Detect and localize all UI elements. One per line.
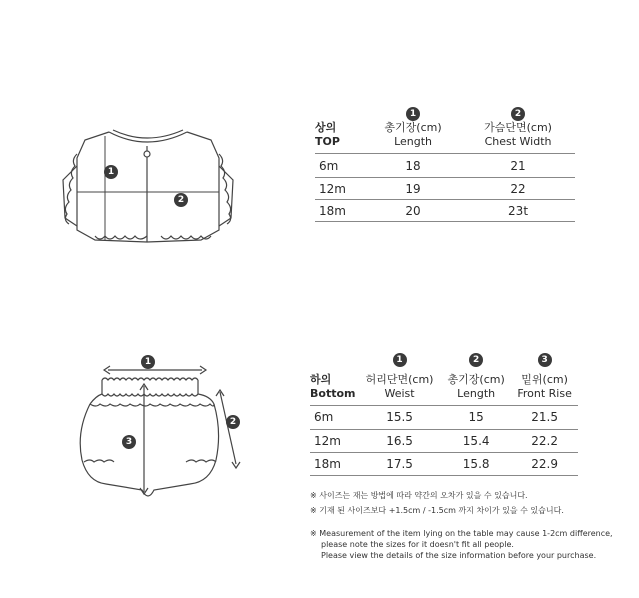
value-cell: 19 (365, 178, 461, 200)
note-kr-2: ※ 기재 된 사이즈보다 +1.5cm / -1.5cm 까지 차이가 있을 수 있습니다. (310, 506, 564, 515)
bottom-col3-en: Front Rise (517, 386, 572, 400)
table-row (315, 200, 575, 222)
size-cell: 6m (315, 154, 365, 178)
bottom-col3-kr: 밑위(cm) (521, 372, 568, 386)
bottom-col1-number: 1 (393, 353, 407, 367)
size-cell: 12m (310, 429, 358, 452)
value-cell: 21 (461, 154, 575, 178)
note-en-3: Please view the details of the size information before your purchase. (321, 551, 597, 560)
bottom-col1-kr: 허리단면(cm) (365, 372, 434, 386)
bottom-marker-3: 3 (122, 435, 136, 449)
size-cell: 18m (315, 200, 365, 222)
value-cell: 17.5 (358, 452, 441, 475)
note-en-2: please note the sizes for it doesn't fit all people. (321, 540, 514, 549)
table-row (310, 429, 578, 452)
top-col1-kr: 총기장(cm) (384, 121, 442, 134)
top-marker-2: 2 (174, 193, 188, 207)
size-cell: 18m (310, 452, 358, 475)
top-label-kr: 상의 (315, 121, 337, 134)
value-cell: 22 (461, 178, 575, 200)
top-col2-kr: 가슴단면(cm) (484, 121, 552, 134)
top-col2-number: 2 (511, 107, 525, 121)
table-row (310, 452, 578, 475)
top-col1-en: Length (394, 135, 433, 148)
table-row (315, 178, 575, 200)
table-row (310, 405, 578, 429)
note-kr-1: ※ 사이즈는 재는 방법에 따라 약간의 오차가 있을 수 있습니다. (310, 491, 528, 500)
value-cell: 21.5 (511, 405, 578, 429)
value-cell: 23t (461, 200, 575, 222)
bottom-marker-2: 2 (226, 415, 240, 429)
table-row (315, 154, 575, 178)
bottom-label-en: Bottom (310, 386, 356, 400)
value-cell: 22.9 (511, 452, 578, 475)
value-cell: 16.5 (358, 429, 441, 452)
value-cell: 15.5 (358, 405, 441, 429)
value-cell: 18 (365, 154, 461, 178)
bottom-col2-en: Length (457, 386, 496, 400)
bottom-garment-illustration (70, 352, 250, 507)
bottom-marker-1: 1 (141, 355, 155, 369)
bottom-col2-kr: 총기장(cm) (447, 372, 505, 386)
value-cell: 15.8 (441, 452, 511, 475)
size-cell: 12m (315, 178, 365, 200)
top-marker-1: 1 (104, 165, 118, 179)
bottom-size-table (310, 352, 578, 476)
value-cell: 15.4 (441, 429, 511, 452)
value-cell: 15 (441, 405, 511, 429)
value-cell: 20 (365, 200, 461, 222)
top-col1-number: 1 (406, 107, 420, 121)
top-col2-en: Chest Width (484, 135, 552, 148)
top-size-table (315, 106, 575, 223)
bottom-col2-number: 2 (469, 353, 483, 367)
top-garment-illustration (55, 118, 240, 263)
bottom-col3-number: 3 (538, 353, 552, 367)
bottom-col1-en: Weist (384, 386, 415, 400)
size-cell: 6m (310, 405, 358, 429)
top-label-en: TOP (315, 135, 340, 148)
bottom-label-kr: 하의 (310, 372, 332, 386)
note-en-1: ※ Measurement of the item lying on the table may cause 1-2cm difference, (310, 529, 613, 538)
value-cell: 22.2 (511, 429, 578, 452)
